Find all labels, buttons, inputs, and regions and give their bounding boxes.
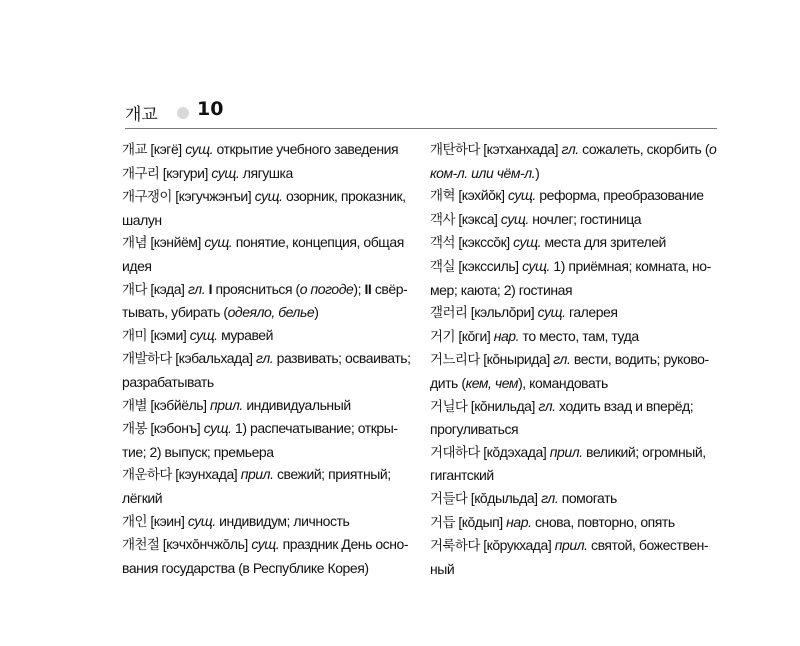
entry-transcription: [кэбальхада] <box>175 350 253 367</box>
entry-definition-text: ) <box>535 164 540 181</box>
entry-definition-text: снова, повторно, опять <box>534 513 675 530</box>
dictionary-entry <box>122 463 412 509</box>
entry-transcription: [кŏнильда] <box>470 397 535 414</box>
entry-line <box>122 487 412 510</box>
entry-definition-text: галерея <box>568 304 618 321</box>
entry-definition-text: о <box>709 141 717 157</box>
entry-headword: 개념 <box>122 235 147 252</box>
entry-line <box>122 138 412 162</box>
dictionary-entry <box>122 347 412 393</box>
entry-transcription: [кэнйём] <box>150 234 201 251</box>
right-column <box>430 138 726 580</box>
entry-definition-text: вания государства (в Республике Корея) <box>122 559 369 576</box>
entry-definition-text: развивать; осваивать; <box>276 350 411 367</box>
entry-part-of-speech: прил. <box>240 466 274 483</box>
entry-definition-text: дить ( <box>430 374 466 391</box>
entry-definition-text: II <box>364 280 372 297</box>
entry-part-of-speech: сущ. <box>522 257 550 274</box>
entry-line <box>122 417 412 441</box>
entry-line <box>430 441 726 465</box>
entry-headword: 개탄하다 <box>430 142 480 158</box>
entry-line <box>430 464 726 487</box>
entry-transcription: [кэчхŏнчжŏль] <box>162 536 248 553</box>
entry-definition-text: сожалеть, скорбить ( <box>582 141 710 157</box>
entry-line <box>430 325 726 349</box>
entry-headword: 개봉 <box>122 421 147 438</box>
entry-line <box>122 394 412 418</box>
dictionary-entry <box>122 417 412 463</box>
entry-definition-text: индивидум; личность <box>219 512 350 529</box>
entry-definition-text: то место, там, туда <box>522 327 639 344</box>
entry-definition-text: разрабатывать <box>122 373 214 390</box>
entry-line <box>430 487 726 511</box>
entry-definition-text: проясниться ( <box>212 280 300 297</box>
entry-definition-text: реформа, преобразование <box>539 187 704 204</box>
entry-definition-text: ходить взад и вперёд; <box>559 397 694 414</box>
dictionary-entry <box>430 208 726 232</box>
dictionary-entry <box>430 395 726 441</box>
dictionary-entry <box>430 301 726 325</box>
dictionary-entry <box>122 510 412 534</box>
entry-definition-text: ) <box>314 304 319 321</box>
entry-definition-text: тие; 2) выпуск; премьера <box>122 443 274 460</box>
dictionary-entry <box>122 394 412 418</box>
entry-headword: 거기 <box>430 328 455 345</box>
dictionary-entry <box>122 231 412 277</box>
page-header <box>125 98 717 129</box>
entry-line <box>122 533 412 557</box>
entry-transcription: [кэгё] <box>150 141 182 157</box>
entry-headword: 개구쟁이 <box>122 189 172 206</box>
dictionary-entry <box>430 348 726 394</box>
entry-part-of-speech: сущ. <box>251 536 280 553</box>
dictionary-entry <box>430 325 726 349</box>
dictionary-entry <box>430 487 726 511</box>
entry-headword: 개인 <box>122 513 147 530</box>
entry-headword: 거대하다 <box>430 444 480 461</box>
entry-definition-text: 1) приёмная; комната, но- <box>553 257 711 274</box>
entry-part-of-speech: сущ. <box>203 420 232 437</box>
entry-headword: 거듭 <box>430 514 455 531</box>
entry-part-of-speech: гл. <box>538 397 556 414</box>
entry-line <box>430 418 726 441</box>
entry-transcription: [кŏги] <box>458 327 491 344</box>
entry-definition-text: святой, божествен- <box>591 537 709 554</box>
entry-headword: 개다 <box>122 281 147 298</box>
entry-transcription: [кэгучжэнъи] <box>175 188 252 205</box>
entry-part-of-speech: гл. <box>553 351 571 368</box>
entry-line <box>430 138 726 162</box>
entry-transcription: [кŏдыльда] <box>470 489 538 506</box>
entry-definition-text: гигантский <box>430 467 494 484</box>
entry-headword: 개발하다 <box>122 351 172 368</box>
entry-definition-text: тывать, убирать ( <box>122 304 228 321</box>
entry-definition-text: вести, водить; руково- <box>573 351 709 368</box>
entry-definition-text: помогать <box>561 489 617 506</box>
entry-part-of-speech: сущ. <box>500 210 529 227</box>
entry-headword: 거닐다 <box>430 398 468 415</box>
entry-definition-text: о погоде <box>299 280 354 297</box>
dictionary-entry <box>430 184 726 208</box>
dictionary-entry <box>122 278 412 324</box>
entry-definition-text: озорник, проказник, <box>286 188 406 205</box>
entry-transcription: [кэин] <box>150 512 185 529</box>
entry-definition-text: индивидуальный <box>246 396 351 413</box>
entry-definition-text: 1) распечатывание; откры- <box>235 420 398 437</box>
entry-headword: 개별 <box>122 397 147 414</box>
entry-line <box>430 279 726 302</box>
entry-headword: 갤러리 <box>430 305 468 322</box>
entry-line <box>430 372 726 395</box>
entry-definition-text: открытие учебного заведения <box>216 141 399 157</box>
entry-transcription: [кэкссŏк] <box>458 234 510 251</box>
entry-part-of-speech: гл. <box>561 141 579 157</box>
entry-definition-text: ); <box>353 280 365 297</box>
entry-headword: 개천절 <box>122 537 160 554</box>
entry-transcription: [кэгури] <box>162 164 208 181</box>
entry-line <box>122 371 412 394</box>
entry-part-of-speech: сущ. <box>254 188 283 205</box>
entry-line <box>430 184 726 208</box>
entry-line <box>430 511 726 535</box>
entry-line <box>430 534 726 558</box>
entry-transcription: [кэльлŏри] <box>470 304 535 321</box>
entry-transcription: [кŏдэхада] <box>483 443 547 460</box>
entry-line <box>430 162 726 185</box>
entry-part-of-speech: сущ. <box>185 141 214 157</box>
entry-part-of-speech: гл. <box>256 350 274 367</box>
entry-line <box>122 347 412 371</box>
entry-transcription: [кэкссиль] <box>458 257 519 274</box>
entry-line <box>122 463 412 487</box>
entry-definition-text: шалун <box>122 211 162 228</box>
entry-definition-text: муравей <box>221 326 273 343</box>
entry-transcription: [кэбйёль] <box>150 396 207 413</box>
entry-headword: 개운하다 <box>122 467 172 484</box>
entry-part-of-speech: сущ. <box>211 164 240 181</box>
entry-part-of-speech: сущ. <box>187 512 216 529</box>
entry-headword: 거들다 <box>430 490 468 507</box>
entry-line <box>430 395 726 419</box>
entry-definition-text: кем, чем <box>465 374 519 391</box>
entry-part-of-speech: нар. <box>493 327 520 344</box>
dictionary-entry <box>122 185 412 231</box>
entry-definition-text: идея <box>122 257 152 274</box>
entry-line <box>430 208 726 232</box>
entry-transcription: [кэми] <box>150 326 187 343</box>
entry-headword: 개혁 <box>430 188 455 205</box>
dictionary-entry <box>122 533 412 579</box>
entry-transcription: [кэкса] <box>458 210 498 227</box>
entry-transcription: [кэтханхада] <box>483 141 559 157</box>
entry-headword: 객사 <box>430 211 455 228</box>
entry-transcription: [кэбонъ] <box>150 420 201 437</box>
entry-part-of-speech: сущ. <box>507 187 536 204</box>
entry-part-of-speech: сущ. <box>204 234 233 251</box>
entry-part-of-speech: сущ. <box>513 234 542 251</box>
entry-line <box>122 301 412 324</box>
dictionary-entry <box>122 138 412 162</box>
entry-part-of-speech: нар. <box>506 513 532 530</box>
dictionary-entry <box>430 441 726 487</box>
entry-definition-text: ный <box>430 560 455 577</box>
entry-part-of-speech: сущ. <box>189 326 218 343</box>
entry-part-of-speech: гл. <box>541 489 559 506</box>
dictionary-entry <box>430 511 726 535</box>
entry-headword: 거룩하다 <box>430 538 480 555</box>
entry-headword: 객석 <box>430 235 455 252</box>
entry-headword: 객실 <box>430 258 455 275</box>
entry-definition-text: великий; огромный, <box>586 443 706 460</box>
entry-transcription: [кŏдып] <box>458 513 503 530</box>
entry-line <box>122 162 412 186</box>
entry-line <box>122 557 412 580</box>
entry-part-of-speech: прил. <box>554 537 588 554</box>
entry-definition-text: праздник День осно- <box>282 536 409 553</box>
entry-definition-text: прогуливаться <box>430 421 519 438</box>
entry-definition-text: ), командовать <box>518 374 608 391</box>
entry-transcription: [кŏнырида] <box>483 351 550 368</box>
entry-definition-text: ночлег; гостиница <box>532 210 642 227</box>
entry-transcription: [кŏрукхада] <box>483 537 552 554</box>
entry-line <box>430 301 726 325</box>
entry-part-of-speech: сущ. <box>537 304 566 321</box>
entry-line <box>122 278 412 302</box>
entry-line <box>122 324 412 348</box>
left-column <box>122 138 412 579</box>
entry-line <box>122 510 412 534</box>
bullet-icon <box>177 107 189 119</box>
entry-definition-text: свежий; приятный; <box>276 466 391 483</box>
page-number: 10 <box>197 98 224 120</box>
entry-line <box>122 441 412 464</box>
entry-headword: 개교 <box>122 142 147 158</box>
entry-definition-text: лёгкий <box>122 489 163 506</box>
entry-line <box>122 231 412 255</box>
entry-line <box>122 255 412 278</box>
entry-line <box>430 231 726 255</box>
entry-line <box>430 558 726 581</box>
dictionary-entry <box>122 324 412 348</box>
entry-definition-text: I <box>208 280 213 297</box>
entry-definition-text: свёр- <box>371 280 408 297</box>
entry-transcription: [кэхйŏк] <box>458 187 505 204</box>
dictionary-entry <box>430 534 726 580</box>
entry-transcription: [кэда] <box>150 280 185 297</box>
entry-definition-text: мер; каюта; 2) гостиная <box>430 281 573 298</box>
entry-definition-text: лягушка <box>242 164 293 181</box>
entry-line <box>430 348 726 372</box>
entry-definition-text: понятие, концепция, общая <box>235 234 404 251</box>
entry-line <box>122 185 412 209</box>
entry-definition-text: одеяло, белье <box>227 304 315 321</box>
dictionary-entry <box>430 231 726 255</box>
entry-part-of-speech: прил. <box>549 443 583 460</box>
header-guide-word: 개교 <box>125 105 158 125</box>
entry-line <box>122 209 412 232</box>
entry-part-of-speech: прил. <box>210 396 243 413</box>
dictionary-entry <box>430 138 726 184</box>
entry-transcription: [кэунхада] <box>175 466 238 483</box>
entry-headword: 개미 <box>122 327 147 344</box>
dictionary-entry <box>122 162 412 186</box>
entry-headword: 개구리 <box>122 165 160 182</box>
entry-definition-text: ком-л. или чём-л. <box>430 164 536 181</box>
entry-line <box>430 255 726 279</box>
entry-definition-text: места для зрителей <box>544 234 666 251</box>
entry-headword: 거느리다 <box>430 352 480 369</box>
dictionary-entry <box>430 255 726 301</box>
entry-part-of-speech: гл. <box>187 280 206 297</box>
